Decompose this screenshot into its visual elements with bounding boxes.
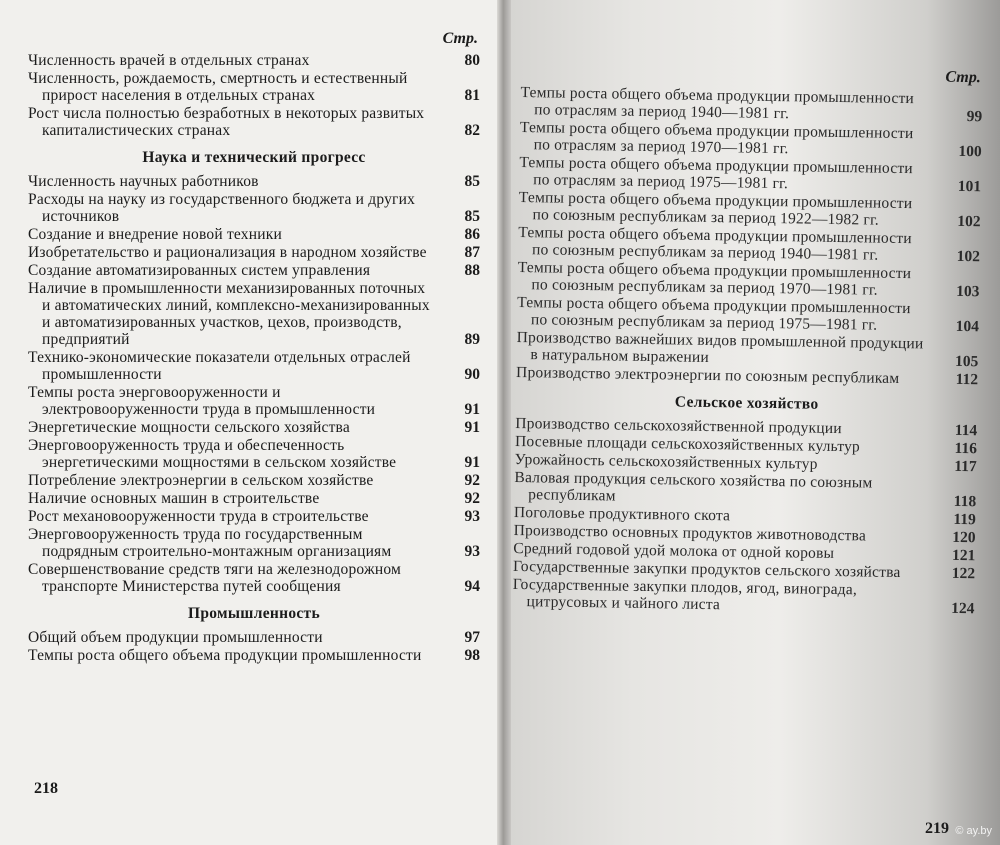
toc-entry-page: 97 [464,629,480,646]
toc-entry [28,191,480,225]
toc-entry-title: Производство сельскохозяйственной продукции [515,414,842,438]
toc-entry [512,576,974,617]
toc-entry-title: Государственные закупки продуктов сельского хозяйства [512,557,901,582]
toc-entry-page: 104 [955,317,980,336]
page-number: 219 [925,820,949,837]
toc-entry [518,189,980,230]
toc-entry-page: 81 [464,87,480,104]
toc-entry-page: 92 [464,472,480,489]
toc-entry-page: 85 [464,208,480,225]
toc-entry [28,384,480,418]
watermark: © ay.by [955,825,992,837]
toc-entry-page: 91 [464,454,480,471]
toc-entry-title: Темпы роста общего объема продукции промышленности по союзным республикам за период 1922—1982 гг. [518,188,913,229]
toc-entry-title: Валовая продукция сельского хозяйства по союзным республикам [514,468,873,505]
toc-entry-page: 114 [954,421,978,440]
toc-entry-title: Рост механовооруженности труда в строительстве [28,508,369,525]
toc-entry-title: Темпы роста общего объема продукции промышленности по союзным республикам за период 1970—1981 гг. [517,258,912,299]
toc-entry-title: Производство важнейших видов промышленной продукции в натуральном выражении [516,328,924,366]
toc-entry-page: 112 [955,370,979,389]
toc-entry-page: 92 [464,490,480,507]
right-page [511,0,1000,845]
toc-entry-title: Общий объем продукции промышленности [28,629,323,646]
toc-entry [28,280,480,348]
toc-entry-page: 90 [464,366,480,383]
toc-entry-title: Энерговооруженность труда по государственным подрядным строительно-монтажным организациям [28,526,392,560]
toc-entry [28,244,480,261]
left-toc [28,30,480,665]
toc-entry [28,508,480,525]
toc-entry [28,105,480,139]
toc-entry-title: Производство электроэнергии по союзным республикам [515,363,900,387]
toc-entry-page: 98 [464,647,480,664]
toc-entry [517,259,979,300]
toc-entry-title: Расходы на науку из государственного бюджета и других источников [28,191,416,225]
toc-entry-page: 85 [464,173,480,190]
toc-entry [28,561,480,595]
toc-entry-title: Совершенствование средств тяги на железнодорожном транспорте Министерства путей сообщения [28,561,402,595]
page-column-header: Стр. [945,68,981,87]
toc-entry-page: 91 [464,401,480,418]
toc-entry [519,154,981,195]
toc-entry [28,437,480,471]
toc-entry-title: Темпы роста общего объема продукции промышленности [28,647,422,664]
toc-entry-page: 88 [464,262,480,279]
toc-entry [28,629,480,646]
toc-entry [517,294,979,335]
toc-entry-title: Создание и внедрение новой техники [28,226,282,243]
toc-entry-title: Темпы роста энерговооруженности и электровооруженности труда в промышленности [28,384,376,418]
toc-entry [28,173,480,190]
toc-entry-title: Потребление электроэнергии в сельском хозяйстве [28,472,374,489]
toc-entry-page: 118 [953,492,977,511]
toc-entry-page: 119 [953,510,977,529]
toc-entry-title: Технико-экономические показатели отдельных отраслей промышленности [28,349,411,383]
toc-entry [28,419,480,436]
toc-entry [28,490,480,507]
toc-entry-title: Энерговооруженность труда и обеспеченность энергетическими мощностями в сельском хозяйстве [28,437,397,471]
section-heading: Наука и технический прогресс [142,149,366,166]
toc-entry-title: Темпы роста общего объема продукции промышленности по отраслям за период 1970—1981 гг. [519,118,914,158]
toc-entry-page: 122 [951,564,976,583]
toc-entry [28,52,480,69]
toc-entry-title: Создание автоматизированных систем управления [28,262,371,279]
toc-entry [516,329,978,370]
toc-entry [518,224,980,265]
toc-entry [28,472,480,489]
toc-entry-page: 86 [464,226,480,243]
toc-entry-page: 102 [957,212,981,231]
page-number: 218 [34,780,58,797]
toc-entry [28,647,480,664]
toc-entry-page: 124 [951,599,975,618]
toc-entry-title: Численность научных работников [28,173,259,190]
toc-entry-page: 101 [957,177,982,196]
toc-entry-page: 100 [958,142,982,161]
toc-entry-title: Темпы роста общего объема продукции промышленности по союзным республикам за период 1940—1981 гг. [518,223,912,264]
toc-entry-page: 80 [464,52,480,69]
toc-entry [28,226,480,243]
toc-entry-page: 121 [951,546,976,565]
toc-entry-title: Изобретательство и рационализация в народном хозяйстве [28,244,427,261]
left-toc-body [28,52,480,664]
toc-entry-page: 99 [966,108,983,126]
right-toc-body [512,84,982,617]
left-page [0,0,497,845]
toc-entry-page: 93 [464,508,480,525]
toc-entry-page: 103 [956,282,980,301]
toc-entry-title: Рост числа полностью безработных в некоторых развитых капиталистических странах [28,105,425,139]
toc-entry-page: 91 [464,419,480,436]
toc-entry-title: Посевные площади сельскохозяйственных культур [514,432,861,456]
toc-entry-title: Темпы роста общего объема продукции промышленности по отраслям за период 1940—1981 гг. [520,83,915,123]
toc-entry-title: Средний годовой удой молока от одной коровы [513,539,835,562]
toc-entry-page: 93 [464,543,480,560]
toc-entry-title: Наличие основных машин в строительстве [28,490,320,507]
toc-entry-title: Численность, рождаемость, смертность и естественный прирост населения в отдельных странах [28,70,408,104]
toc-entry-title: Темпы роста общего объема продукции промышленности по союзным республикам за период 1975—1981 гг. [517,293,911,334]
toc-entry-title: Поголовье продуктивного скота [513,503,731,525]
toc-entry-title: Производство основных продуктов животноводства [513,521,867,545]
toc-entry-page: 116 [954,439,978,458]
toc-entry [28,262,480,279]
toc-entry-page: 105 [954,352,979,371]
toc-entry-title: Урожайность сельскохозяйственных культур [514,450,818,473]
section-heading: Промышленность [188,605,320,622]
toc-entry-page: 117 [954,457,977,476]
book-gutter [497,0,511,845]
toc-entry-title: Энергетические мощности сельского хозяйства [28,419,350,436]
toc-entry [28,70,480,104]
page-column-header: Стр. [442,30,478,47]
toc-entry-title: Численность врачей в отдельных странах [28,52,310,69]
toc-entry-page: 120 [952,528,976,547]
section-heading: Сельское хозяйство [674,393,819,413]
toc-entry-page: 82 [464,122,480,139]
toc-entry [28,349,480,383]
toc-entry-page: 89 [464,331,480,348]
toc-entry [520,84,982,125]
toc-entry-page: 94 [464,578,480,595]
toc-entry-page: 102 [956,247,981,266]
toc-entry-title: Наличие в промышленности механизированных поточных и автоматических линий, комплексно-механизированных и автоматизированных участков, цехов, производств, предприятий [28,280,430,348]
toc-entry [520,119,982,160]
toc-entry-page: 87 [464,244,480,261]
toc-entry-title: Государственные закупки плодов, ягод, винограда, цитрусовых и чайного листа [512,575,858,614]
toc-entry [514,469,976,510]
toc-entry-title: Темпы роста общего объема продукции промышленности по отраслям за период 1975—1981 гг. [519,153,914,193]
right-toc [512,62,983,618]
toc-entry [28,526,480,560]
